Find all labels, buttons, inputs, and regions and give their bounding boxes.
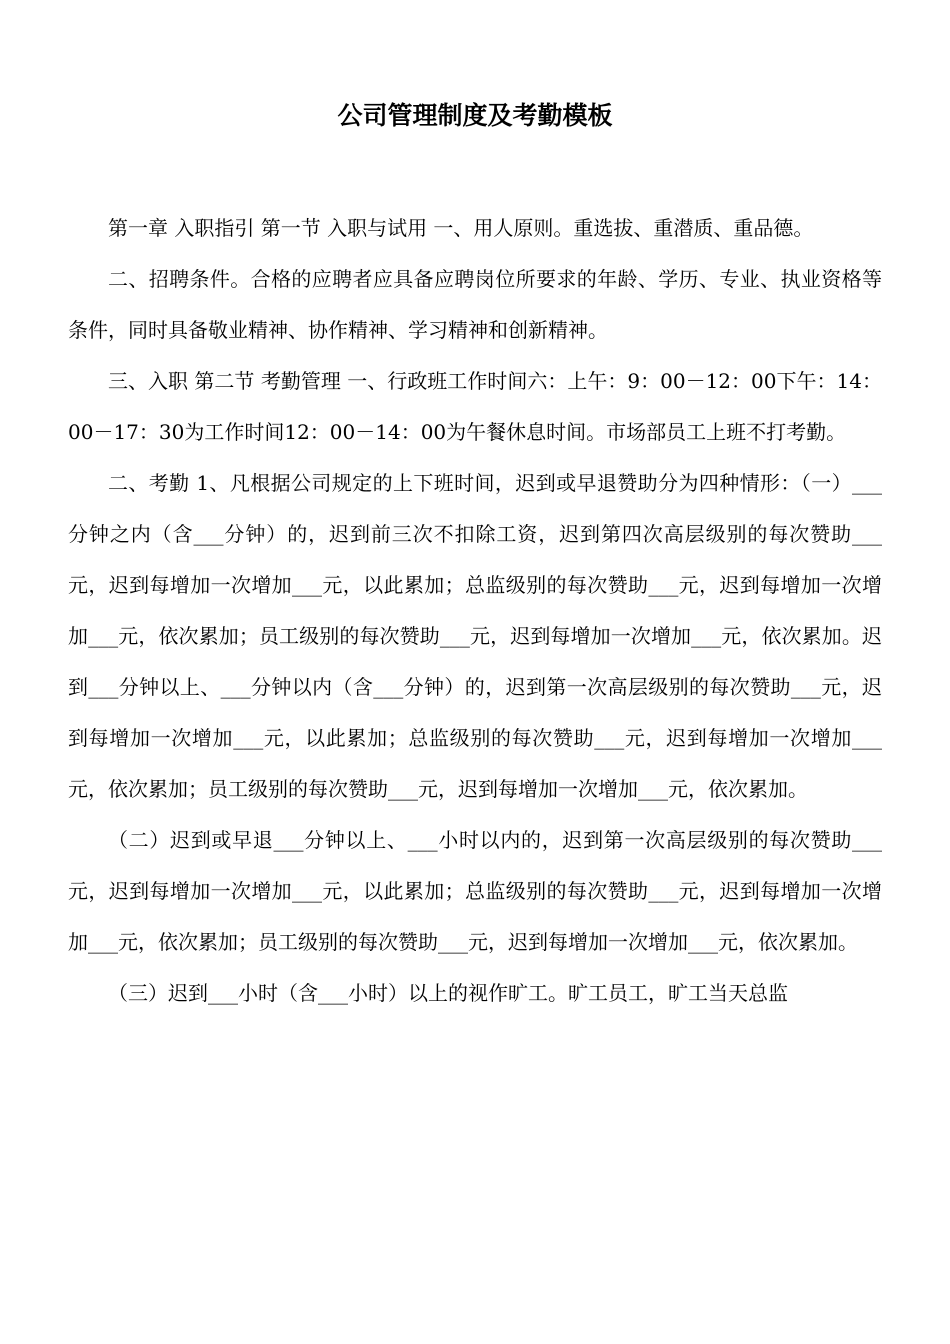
document-body: [68, 203, 882, 1019]
paragraph-working-hours: 三、入职 第二节 考勤管理 一、行政班工作时间六：上午：9：00－12：00下午：14：00－17：30为工作时间12：00－14：00为午餐休息时间。市场部员工上班不打考勤。: [68, 369, 882, 444]
paragraph-late-rule-two: （二）迟到或早退___分钟以上、___小时以内的，迟到第一次高层级别的每次赞助___元，迟到每增加一次增加___元，以此累加；总监级别的每次赞助___元，迟到每增加一次增加___元，依次累加；员工级别的每次赞助___元，迟到每增加一次增加___元，依次累加。: [68, 828, 882, 954]
paragraph-attendance-rules: 二、考勤 1、凡根据公司规定的上下班时间，迟到或早退赞助分为四种情形：（一）___分钟之内（含___分钟）的，迟到前三次不扣除工资，迟到第四次高层级别的每次赞助___元，迟到每增加一次增加___元，以此累加；总监级别的每次赞助___元，迟到每增加一次增加___元，依次累加；员工级别的每次赞助___元，迟到每增加一次增加___元，依次累加。迟到___分钟以上、___分钟以内（含___分钟）的，迟到第一次高层级别的每次赞助___元，迟到每增加一次增加___元，以此累加；总监级别的每次赞助___元，迟到每增加一次增加___元，依次累加；员工级别的每次赞助___元，迟到每增加一次增加___元，依次累加。: [68, 471, 882, 801]
paragraph-employment-principles: 第一章 入职指引 第一节 入职与试用 一、用人原则。重选拔、重潜质、重品德。: [108, 216, 814, 240]
document-title: 公司管理制度及考勤模板: [337, 101, 613, 130]
paragraph-recruitment-conditions: 二、招聘条件。合格的应聘者应具备应聘岗位所要求的年龄、学历、专业、执业资格等条件，同时具备敬业精神、协作精神、学习精神和创新精神。: [68, 267, 882, 342]
paragraph-late-rule-three: （三）迟到___小时（含___小时）以上的视作旷工。旷工员工，旷工当天总监: [108, 981, 788, 1005]
